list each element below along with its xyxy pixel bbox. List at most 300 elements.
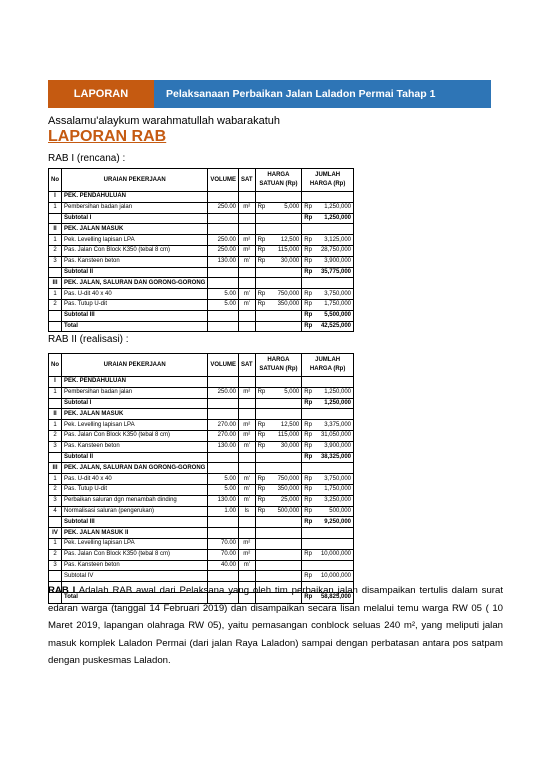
cell-uraian: Pas. Jalan Con Block K350 (tebal 8 cm) xyxy=(62,245,208,256)
table-row xyxy=(49,289,354,300)
cell-jumlah: 28,750,000 xyxy=(316,245,354,256)
cell-no: 2 xyxy=(49,430,62,441)
table-row xyxy=(49,528,354,539)
table-row xyxy=(49,474,354,485)
table-row xyxy=(49,409,354,420)
cell-harga-cur: Rp xyxy=(255,430,270,441)
cell-jumlah: 1,250,000 xyxy=(316,202,354,213)
rab1-body xyxy=(49,192,354,332)
table-row xyxy=(49,377,354,388)
cell-no: 1 xyxy=(49,538,62,549)
cell-jumlah: 3,750,000 xyxy=(316,474,354,485)
cell-jumlah-cur xyxy=(302,192,316,203)
cell-harga-cur xyxy=(255,224,270,235)
cell-no xyxy=(49,267,62,278)
cell-volume xyxy=(208,517,239,528)
cell-volume: 40.00 xyxy=(208,560,239,571)
cell-sat xyxy=(239,452,256,463)
cell-sat: ls xyxy=(239,506,256,517)
cell-sat: m' xyxy=(239,256,256,267)
cell-harga-cur: Rp xyxy=(255,256,270,267)
cell-jumlah-cur: Rp xyxy=(302,387,316,398)
cell-jumlah: 3,250,000 xyxy=(316,495,354,506)
greeting: Assalamu'alaykum warahmatullah wabarakatuh xyxy=(48,115,280,127)
cell-jumlah: 1,750,000 xyxy=(316,484,354,495)
cell-sat xyxy=(239,224,256,235)
cell-uraian: Subtotal II xyxy=(62,267,208,278)
cell-sat xyxy=(239,463,256,474)
cell-harga-cur xyxy=(255,538,270,549)
cell-harga: 12,500 xyxy=(270,235,302,246)
cell-jumlah xyxy=(316,463,354,474)
cell-jumlah-cur: Rp xyxy=(302,420,316,431)
cell-jumlah xyxy=(316,377,354,388)
cell-harga xyxy=(270,571,302,582)
cell-jumlah: 10,000,000 xyxy=(316,549,354,560)
cell-no xyxy=(49,452,62,463)
cell-jumlah-cur: Rp xyxy=(302,289,316,300)
cell-harga: 30,000 xyxy=(270,256,302,267)
cell-volume: 270.00 xyxy=(208,430,239,441)
cell-volume xyxy=(208,571,239,582)
cell-harga xyxy=(270,463,302,474)
cell-jumlah: 5,500,000 xyxy=(316,310,354,321)
cell-uraian: Total xyxy=(62,321,208,332)
cell-uraian: PEK. PENDAHULUAN xyxy=(62,192,208,203)
cell-no: 1 xyxy=(49,420,62,431)
cell-jumlah-cur: Rp xyxy=(302,592,316,603)
cell-no xyxy=(49,398,62,409)
cell-harga-cur xyxy=(255,321,270,332)
cell-volume: 1.00 xyxy=(208,506,239,517)
cell-harga xyxy=(270,213,302,224)
cell-volume: 5.00 xyxy=(208,299,239,310)
cell-harga xyxy=(270,224,302,235)
cell-sat: m' xyxy=(239,560,256,571)
cell-jumlah-cur: Rp xyxy=(302,202,316,213)
cell-no: 1 xyxy=(49,474,62,485)
cell-uraian: Pas. U-dit 40 x 40 xyxy=(62,289,208,300)
paragraph-text: Adalah RAB awal dari Pelaksana yang oleh tim perbaikan jalan disampaikan tertulis dalam surat edaran warga (tanggal 14 Februari 2019) dan disampaikan secara lisan melalui temu warga RW 05 ( 10 Maret 2019, lapangan olahraga RW 05), yaitu pemasangan conblock seluas 240 m², yang meliputi jalan masuk komplek Laladon Permai (dari jalan Raya Laladon) sampai dengan perbatasan antara pos satpam dengan puskesmas Laladon. xyxy=(48,585,503,666)
cell-jumlah: 3,125,000 xyxy=(316,235,354,246)
cell-uraian: Pas. Jalan Con Block K350 (tebal 8 cm) xyxy=(62,549,208,560)
cell-jumlah-cur: Rp xyxy=(302,495,316,506)
cell-harga: 12,500 xyxy=(270,420,302,431)
cell-harga: 30,000 xyxy=(270,441,302,452)
cell-sat: m² xyxy=(239,202,256,213)
cell-jumlah-cur xyxy=(302,538,316,549)
rab2-table xyxy=(48,353,354,604)
cell-jumlah-cur xyxy=(302,278,316,289)
cell-harga: 115,000 xyxy=(270,245,302,256)
rab2-caption: RAB II (realisasi) : xyxy=(48,334,129,345)
table-row xyxy=(49,549,354,560)
table-row xyxy=(49,213,354,224)
cell-jumlah-cur: Rp xyxy=(302,441,316,452)
cell-harga-cur: Rp xyxy=(255,387,270,398)
cell-uraian: Pek. Levelling lapisan LPA xyxy=(62,538,208,549)
cell-volume xyxy=(208,278,239,289)
table-row xyxy=(49,267,354,278)
cell-harga-cur: Rp xyxy=(255,484,270,495)
cell-no: I xyxy=(49,377,62,388)
cell-sat: m² xyxy=(239,549,256,560)
cell-jumlah-cur: Rp xyxy=(302,267,316,278)
cell-uraian: Pembersihan badan jalan xyxy=(62,202,208,213)
table-row xyxy=(49,224,354,235)
cell-sat xyxy=(239,377,256,388)
rab-explanation xyxy=(48,582,503,670)
cell-harga xyxy=(270,560,302,571)
cell-jumlah-cur xyxy=(302,224,316,235)
cell-volume xyxy=(208,398,239,409)
cell-jumlah xyxy=(316,409,354,420)
cell-no: IV xyxy=(49,528,62,539)
cell-sat xyxy=(239,409,256,420)
cell-harga-cur xyxy=(255,409,270,420)
cell-uraian: Total xyxy=(62,592,208,603)
cell-jumlah xyxy=(316,192,354,203)
cell-jumlah: 500,000 xyxy=(316,506,354,517)
cell-no xyxy=(49,571,62,582)
cell-jumlah: 3,900,000 xyxy=(316,256,354,267)
cell-sat xyxy=(239,213,256,224)
table-row xyxy=(49,192,354,203)
cell-volume: 5.00 xyxy=(208,484,239,495)
cell-harga-cur xyxy=(255,398,270,409)
col-volume: VOLUME xyxy=(208,169,239,192)
cell-harga xyxy=(270,321,302,332)
rab1-caption: RAB I (rencana) : xyxy=(48,153,126,164)
cell-harga xyxy=(270,517,302,528)
cell-jumlah: 35,775,000 xyxy=(316,267,354,278)
cell-jumlah-cur xyxy=(302,409,316,420)
table-row xyxy=(49,235,354,246)
table-row xyxy=(49,538,354,549)
cell-no xyxy=(49,213,62,224)
cell-volume xyxy=(208,463,239,474)
cell-harga-cur xyxy=(255,571,270,582)
cell-uraian: Perbaikan saluran dgn menambah dinding xyxy=(62,495,208,506)
cell-no: 1 xyxy=(49,289,62,300)
cell-sat xyxy=(239,398,256,409)
cell-jumlah-cur: Rp xyxy=(302,571,316,582)
table-row xyxy=(49,463,354,474)
cell-jumlah xyxy=(316,224,354,235)
cell-jumlah: 1,250,000 xyxy=(316,387,354,398)
cell-volume: 250.00 xyxy=(208,387,239,398)
col-sat: SAT xyxy=(239,169,256,192)
cell-harga-cur: Rp xyxy=(255,245,270,256)
col-no: No xyxy=(49,169,62,192)
cell-jumlah-cur: Rp xyxy=(302,310,316,321)
table-row xyxy=(49,387,354,398)
table-row xyxy=(49,256,354,267)
cell-no: 1 xyxy=(49,202,62,213)
table-row xyxy=(49,321,354,332)
cell-jumlah-cur: Rp xyxy=(302,299,316,310)
cell-jumlah: 9,250,000 xyxy=(316,517,354,528)
cell-harga xyxy=(270,267,302,278)
cell-harga: 350,000 xyxy=(270,299,302,310)
cell-volume: 250.00 xyxy=(208,245,239,256)
table-row xyxy=(49,245,354,256)
cell-jumlah xyxy=(316,560,354,571)
cell-jumlah: 3,900,000 xyxy=(316,441,354,452)
cell-no: II xyxy=(49,409,62,420)
cell-uraian: PEK. JALAN MASUK II xyxy=(62,528,208,539)
col-harga: HARGA SATUAN (Rp) xyxy=(255,354,302,377)
table-row xyxy=(49,506,354,517)
cell-jumlah-cur: Rp xyxy=(302,484,316,495)
table-row xyxy=(49,420,354,431)
table-row xyxy=(49,452,354,463)
cell-harga: 5,000 xyxy=(270,387,302,398)
cell-harga-cur: Rp xyxy=(255,235,270,246)
cell-jumlah: 38,325,000 xyxy=(316,452,354,463)
cell-harga: 115,000 xyxy=(270,430,302,441)
cell-jumlah: 1,750,000 xyxy=(316,299,354,310)
cell-jumlah-cur: Rp xyxy=(302,321,316,332)
cell-jumlah-cur: Rp xyxy=(302,452,316,463)
cell-uraian: Pembersihan badan jalan xyxy=(62,387,208,398)
cell-harga: 5,000 xyxy=(270,202,302,213)
cell-volume xyxy=(208,213,239,224)
cell-harga: 750,000 xyxy=(270,474,302,485)
cell-no: 1 xyxy=(49,387,62,398)
col-sat: SAT xyxy=(239,354,256,377)
cell-jumlah xyxy=(316,528,354,539)
cell-jumlah-cur: Rp xyxy=(302,474,316,485)
cell-no: 2 xyxy=(49,484,62,495)
table-row xyxy=(49,310,354,321)
table-row xyxy=(49,495,354,506)
table-row xyxy=(49,202,354,213)
cell-no xyxy=(49,321,62,332)
cell-volume xyxy=(208,377,239,388)
table-row xyxy=(49,278,354,289)
cell-sat xyxy=(239,571,256,582)
cell-jumlah: 58,825,000 xyxy=(316,592,354,603)
cell-jumlah: 31,050,000 xyxy=(316,430,354,441)
cell-harga xyxy=(270,377,302,388)
cell-sat xyxy=(239,517,256,528)
cell-sat: m² xyxy=(239,420,256,431)
cell-harga: 25,000 xyxy=(270,495,302,506)
cell-jumlah xyxy=(316,538,354,549)
cell-volume xyxy=(208,310,239,321)
cell-volume xyxy=(208,224,239,235)
cell-sat xyxy=(239,528,256,539)
cell-harga xyxy=(270,398,302,409)
cell-sat: m' xyxy=(239,474,256,485)
cell-no: 2 xyxy=(49,549,62,560)
table-row xyxy=(49,441,354,452)
cell-volume xyxy=(208,267,239,278)
cell-volume: 70.00 xyxy=(208,538,239,549)
col-volume: VOLUME xyxy=(208,354,239,377)
cell-volume: 5.00 xyxy=(208,474,239,485)
cell-jumlah-cur xyxy=(302,377,316,388)
cell-sat xyxy=(239,267,256,278)
cell-jumlah-cur: Rp xyxy=(302,256,316,267)
cell-harga xyxy=(270,278,302,289)
cell-volume: 130.00 xyxy=(208,495,239,506)
cell-uraian: Pas. U-dit 40 x 40 xyxy=(62,474,208,485)
cell-jumlah: 42,525,000 xyxy=(316,321,354,332)
cell-volume xyxy=(208,409,239,420)
cell-jumlah-cur xyxy=(302,528,316,539)
table-row xyxy=(49,430,354,441)
cell-no: 3 xyxy=(49,441,62,452)
col-jumlah: JUMLAH HARGA (Rp) xyxy=(302,354,354,377)
cell-harga-cur: Rp xyxy=(255,495,270,506)
cell-uraian: PEK. JALAN, SALURAN DAN GORONG-GORONG xyxy=(62,278,208,289)
cell-uraian: PEK. JALAN MASUK xyxy=(62,409,208,420)
cell-harga-cur xyxy=(255,517,270,528)
cell-harga-cur xyxy=(255,560,270,571)
table-row xyxy=(49,517,354,528)
cell-harga-cur xyxy=(255,267,270,278)
cell-no: II xyxy=(49,224,62,235)
col-no: No xyxy=(49,354,62,377)
cell-uraian: PEK. JALAN, SALURAN DAN GORONG-GORONG xyxy=(62,463,208,474)
cell-sat: m' xyxy=(239,289,256,300)
cell-harga: 350,000 xyxy=(270,484,302,495)
cell-harga-cur xyxy=(255,463,270,474)
cell-jumlah: 3,375,000 xyxy=(316,420,354,431)
cell-uraian: PEK. JALAN MASUK xyxy=(62,224,208,235)
cell-no: 3 xyxy=(49,256,62,267)
cell-harga-cur xyxy=(255,213,270,224)
cell-sat: m' xyxy=(239,441,256,452)
cell-uraian: Normalisasi saluran (pengerukan) xyxy=(62,506,208,517)
cell-sat xyxy=(239,278,256,289)
cell-uraian: Subtotal II xyxy=(62,452,208,463)
cell-uraian: Pas. Kansteen beton xyxy=(62,441,208,452)
table-row xyxy=(49,571,354,582)
col-uraian: URAIAN PEKERJAAN xyxy=(62,354,208,377)
cell-no: 4 xyxy=(49,506,62,517)
table-row xyxy=(49,299,354,310)
rab1-table xyxy=(48,168,354,332)
cell-harga-cur xyxy=(255,192,270,203)
cell-sat: m² xyxy=(239,235,256,246)
cell-no xyxy=(49,310,62,321)
cell-jumlah-cur: Rp xyxy=(302,213,316,224)
cell-harga-cur: Rp xyxy=(255,289,270,300)
cell-uraian: PEK. PENDAHULUAN xyxy=(62,377,208,388)
cell-harga-cur: Rp xyxy=(255,474,270,485)
cell-sat xyxy=(239,192,256,203)
cell-jumlah: 10,000,000 xyxy=(316,571,354,582)
cell-harga-cur: Rp xyxy=(255,506,270,517)
cell-sat: m² xyxy=(239,538,256,549)
cell-no: 2 xyxy=(49,245,62,256)
cell-jumlah: 3,750,000 xyxy=(316,289,354,300)
cell-uraian: Pek. Levelling lapisan LPA xyxy=(62,235,208,246)
col-harga: HARGA SATUAN (Rp) xyxy=(255,169,302,192)
cell-uraian: Subtotal IV xyxy=(62,571,208,582)
page-title: LAPORAN RAB xyxy=(48,128,167,145)
cell-jumlah: 1,250,000 xyxy=(316,398,354,409)
cell-jumlah-cur: Rp xyxy=(302,235,316,246)
cell-no: III xyxy=(49,278,62,289)
cell-harga xyxy=(270,192,302,203)
table-row xyxy=(49,398,354,409)
cell-harga: 750,000 xyxy=(270,289,302,300)
cell-volume xyxy=(208,452,239,463)
cell-sat: m² xyxy=(239,245,256,256)
cell-uraian: Pek. Levelling lapisan LPA xyxy=(62,420,208,431)
cell-harga-cur: Rp xyxy=(255,299,270,310)
cell-uraian: Subtotal I xyxy=(62,398,208,409)
cell-jumlah-cur xyxy=(302,463,316,474)
cell-jumlah-cur: Rp xyxy=(302,506,316,517)
cell-no: 1 xyxy=(49,235,62,246)
col-uraian: URAIAN PEKERJAAN xyxy=(62,169,208,192)
cell-no: 2 xyxy=(49,299,62,310)
cell-sat: m² xyxy=(239,387,256,398)
cell-harga-cur xyxy=(255,549,270,560)
cell-harga: 500,000 xyxy=(270,506,302,517)
cell-jumlah-cur: Rp xyxy=(302,398,316,409)
cell-volume xyxy=(208,192,239,203)
cell-uraian: Subtotal III xyxy=(62,310,208,321)
cell-no: 3 xyxy=(49,560,62,571)
cell-harga xyxy=(270,538,302,549)
header-title: Pelaksanaan Perbaikan Jalan Laladon Permai Tahap 1 xyxy=(154,80,491,108)
cell-volume xyxy=(208,528,239,539)
cell-volume: 70.00 xyxy=(208,549,239,560)
header-tag: LAPORAN xyxy=(48,80,154,108)
cell-jumlah-cur: Rp xyxy=(302,430,316,441)
cell-jumlah xyxy=(316,278,354,289)
cell-volume xyxy=(208,321,239,332)
cell-volume: 130.00 xyxy=(208,441,239,452)
paragraph-lead: RAB I xyxy=(48,585,76,596)
cell-harga-cur xyxy=(255,377,270,388)
cell-sat xyxy=(239,310,256,321)
cell-sat xyxy=(239,321,256,332)
cell-uraian: Subtotal I xyxy=(62,213,208,224)
cell-harga-cur: Rp xyxy=(255,420,270,431)
cell-jumlah-cur: Rp xyxy=(302,517,316,528)
cell-jumlah-cur: Rp xyxy=(302,549,316,560)
cell-sat: m' xyxy=(239,299,256,310)
cell-jumlah-cur: Rp xyxy=(302,245,316,256)
cell-harga-cur xyxy=(255,528,270,539)
table-row xyxy=(49,484,354,495)
cell-no: 3 xyxy=(49,495,62,506)
cell-harga xyxy=(270,549,302,560)
cell-sat: m² xyxy=(239,430,256,441)
cell-volume: 250.00 xyxy=(208,235,239,246)
cell-harga-cur xyxy=(255,310,270,321)
cell-volume: 250.00 xyxy=(208,202,239,213)
report-header xyxy=(48,80,491,108)
cell-harga xyxy=(270,409,302,420)
cell-volume: 5.00 xyxy=(208,289,239,300)
cell-uraian: Pas. Kansteen beton xyxy=(62,256,208,267)
cell-jumlah: 1,250,000 xyxy=(316,213,354,224)
rab2-body xyxy=(49,377,354,604)
cell-sat: m' xyxy=(239,484,256,495)
cell-harga-cur xyxy=(255,452,270,463)
cell-sat: m' xyxy=(239,495,256,506)
cell-no: III xyxy=(49,463,62,474)
cell-harga-cur: Rp xyxy=(255,441,270,452)
